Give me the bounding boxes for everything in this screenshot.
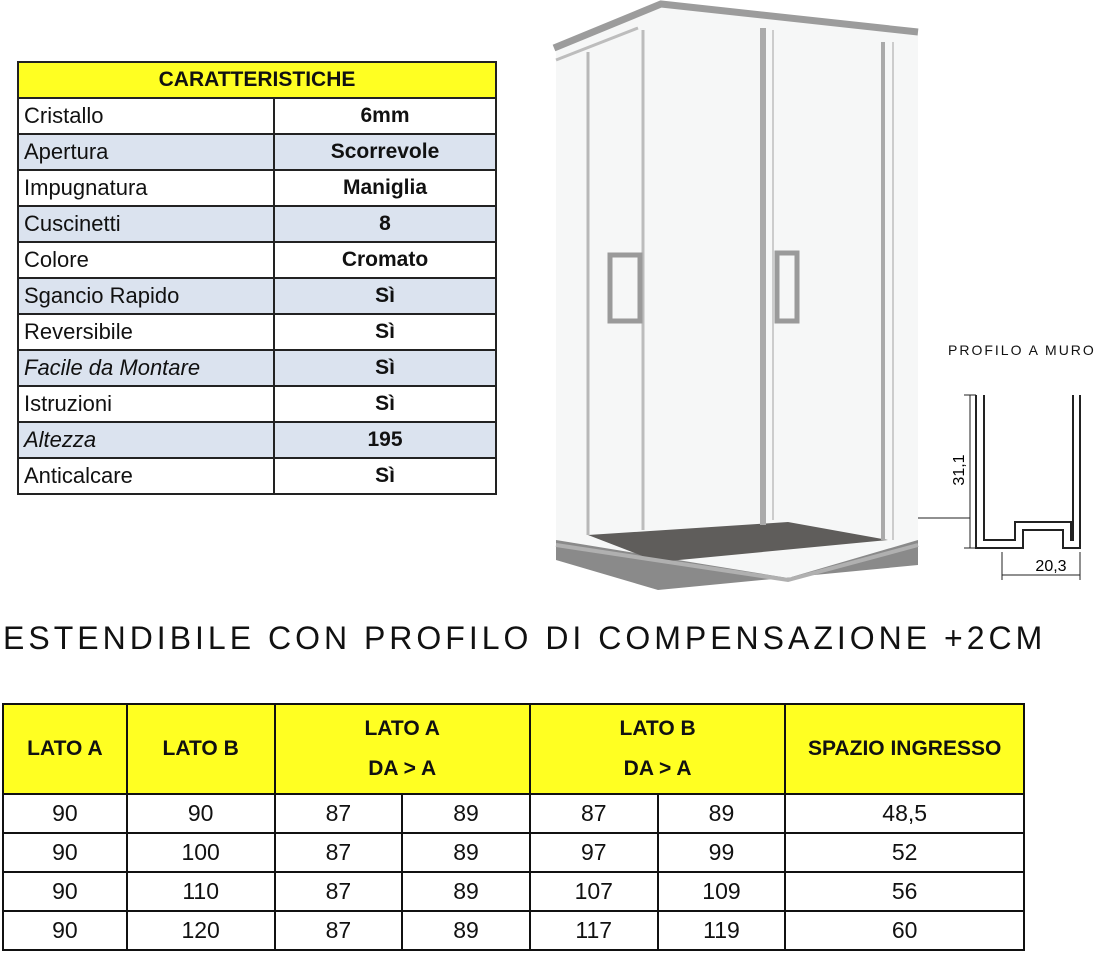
lato-b-to-cell: 109 [658, 872, 786, 911]
table-row [3, 872, 1024, 911]
lato-b-cell: 120 [127, 911, 275, 950]
characteristics-table [17, 61, 497, 495]
spazio-ingresso-cell: 52 [785, 833, 1024, 872]
lato-b-from-cell: 87 [530, 794, 658, 833]
lato-b-cell: 100 [127, 833, 275, 872]
lato-b-range-title: LATO B [619, 717, 696, 740]
spec-label: Apertura [18, 134, 274, 170]
spec-value: 8 [274, 206, 496, 242]
lato-b-cell: 90 [127, 794, 275, 833]
lato-a-to-cell: 89 [402, 872, 530, 911]
lato-a-cell: 90 [3, 833, 127, 872]
spec-row [18, 386, 496, 422]
sizes-header-row [3, 704, 1024, 794]
spec-value: Sì [274, 350, 496, 386]
lato-b-cell: 110 [127, 872, 275, 911]
spec-value: Cromato [274, 242, 496, 278]
spazio-ingresso-cell: 56 [785, 872, 1024, 911]
spec-value: Sì [274, 386, 496, 422]
spec-label: Impugnatura [18, 170, 274, 206]
lato-a-cell: 90 [3, 872, 127, 911]
lato-b-to-cell: 89 [658, 794, 786, 833]
spec-row [18, 206, 496, 242]
spec-value: 195 [274, 422, 496, 458]
lato-a-to-cell: 89 [402, 833, 530, 872]
lato-a-to-cell: 89 [402, 794, 530, 833]
spec-row [18, 422, 496, 458]
lato-b-range-header [530, 704, 785, 794]
spec-label: Reversibile [18, 314, 274, 350]
lato-a-header: LATO A [3, 704, 127, 794]
sizes-table [2, 703, 1025, 951]
spec-row [18, 134, 496, 170]
spec-row [18, 458, 496, 494]
spec-row [18, 278, 496, 314]
spec-label: Sgancio Rapido [18, 278, 274, 314]
wall-profile-drawing [918, 370, 1103, 585]
lato-b-from-cell: 97 [530, 833, 658, 872]
spec-value: Sì [274, 278, 496, 314]
lato-a-cell: 90 [3, 794, 127, 833]
spec-row [18, 98, 496, 134]
lato-b-to-cell: 99 [658, 833, 786, 872]
lato-a-from-cell: 87 [275, 794, 403, 833]
spazio-ingresso-header: SPAZIO INGRESSO [785, 704, 1024, 794]
spec-value: Maniglia [274, 170, 496, 206]
spazio-ingresso-cell: 60 [785, 911, 1024, 950]
lato-b-from-cell: 117 [530, 911, 658, 950]
lato-b-from-cell: 107 [530, 872, 658, 911]
spec-row [18, 314, 496, 350]
lato-a-from-cell: 87 [275, 872, 403, 911]
table-row [3, 911, 1024, 950]
lato-a-range-header [275, 704, 530, 794]
characteristics-title: CARATTERISTICHE [18, 62, 496, 98]
spec-value: Sì [274, 314, 496, 350]
lato-a-from-cell: 87 [275, 833, 403, 872]
spec-label: Colore [18, 242, 274, 278]
lato-b-to-cell: 119 [658, 911, 786, 950]
spec-label: Istruzioni [18, 386, 274, 422]
spec-value: Sì [274, 458, 496, 494]
lato-a-from-cell: 87 [275, 911, 403, 950]
spec-value: 6mm [274, 98, 496, 134]
lato-a-to-cell: 89 [402, 911, 530, 950]
shower-enclosure-image [548, 0, 928, 595]
spec-label: Cuscinetti [18, 206, 274, 242]
spec-value: Scorrevole [274, 134, 496, 170]
table-row [3, 794, 1024, 833]
spazio-ingresso-cell: 48,5 [785, 794, 1024, 833]
spec-label: Cristallo [18, 98, 274, 134]
profile-height-dimension: 31,1 [951, 454, 968, 486]
profile-label: PROFILO A MURO [948, 342, 1096, 358]
table-row [3, 833, 1024, 872]
headline: ESTENDIBILE CON PROFILO DI COMPENSAZIONE +2CM [3, 620, 1047, 656]
lato-b-header: LATO B [127, 704, 275, 794]
spec-row [18, 170, 496, 206]
spec-label: Facile da Montare [18, 350, 274, 386]
lato-a-cell: 90 [3, 911, 127, 950]
lato-a-range-title: LATO A [364, 717, 440, 740]
spec-label: Altezza [18, 422, 274, 458]
profile-width-dimension: 20,3 [1035, 558, 1067, 575]
spec-row [18, 242, 496, 278]
spec-row [18, 350, 496, 386]
lato-a-range-subtitle: DA > A [368, 757, 437, 780]
spec-label: Anticalcare [18, 458, 274, 494]
lato-b-range-subtitle: DA > A [623, 757, 692, 780]
